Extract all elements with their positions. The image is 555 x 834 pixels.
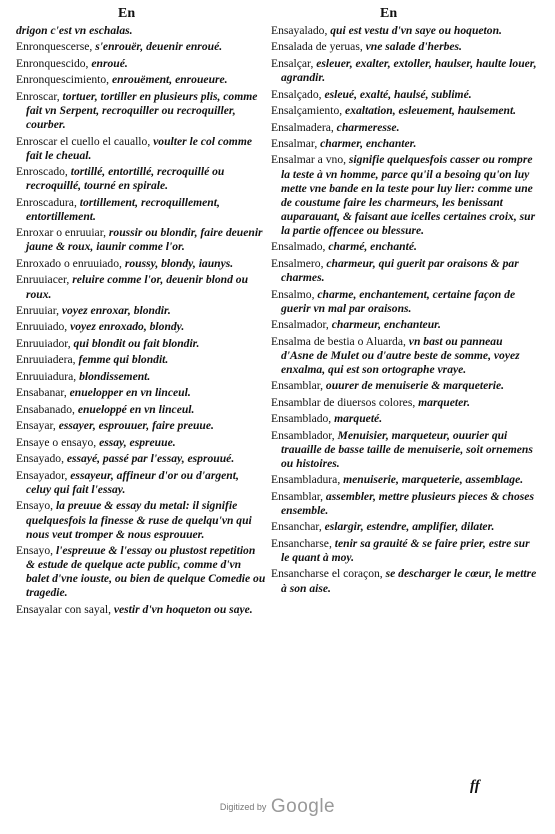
entry-definition: qui blondit ou fait blondir. [73,336,200,350]
dictionary-entry [271,412,537,426]
entry-definition: Menuisier, marqueteur, ouurier qui trauaille de basse taille de menuiserie, soit ornemens ou histoires. [281,428,533,470]
entry-definition: vne salade d'herbes. [365,40,462,54]
entry-definition: marqueté. [334,412,383,426]
entry-definition: marqueter. [418,395,470,409]
dictionary-entry [16,499,266,541]
entry-headword: Enroscar el cuello el cauallo, [16,134,154,148]
entry-definition: enueloppé en vn linceul. [77,402,195,416]
entry-headword: Ensalmero, [271,256,327,270]
entry-definition: se descharger le cœur, le mettre à son aise. [281,567,537,595]
entry-headword: Enronquescerse, [16,40,96,54]
entry-headword: Ensancharse, [271,536,335,550]
dictionary-entry [16,257,266,271]
entry-definition: drigon c'est vn eschalas. [16,24,133,37]
dictionary-entry [16,226,266,254]
dictionary-entry [271,104,537,118]
entry-definition: charmeur, enchanteur. [331,318,441,332]
dictionary-entry [16,24,266,38]
dictionary-entry [271,520,537,534]
dictionary-entry [271,335,537,377]
entry-definition: menuiserie, marqueterie, assemblage. [343,473,524,487]
entry-definition: blondissement. [79,369,151,383]
entry-headword: Ensayalado, [271,24,331,37]
dictionary-entry [16,419,266,433]
entry-headword: Ensalmo, [271,287,318,301]
entry-definition: charmer, enchanter. [320,137,417,150]
entry-definition: essayeur, affineur d'or ou d'argent, celuy qui fait l'essay. [26,468,239,496]
dictionary-entry [16,73,266,87]
digitized-label: Digitized by [219,802,267,812]
entry-headword: Enroxar o enruuiar, [16,226,109,240]
entry-headword: Enruuiadera, [16,353,79,367]
entry-definition: essayer, esprouuer, faire preuue. [58,419,214,433]
dictionary-entry [271,379,537,393]
dictionary-entry [271,490,537,518]
digitized-footer [0,796,555,818]
entry-definition: ouurer de menuiserie & marqueterie. [325,379,505,393]
dictionary-entry [16,304,266,318]
dictionary-entry [16,196,266,224]
right-column [271,24,537,598]
dictionary-entry [16,370,266,384]
entry-headword: Ensalçamiento, [271,104,346,118]
dictionary-entry [271,57,537,85]
entry-headword: Ensalmar, [271,137,321,150]
dictionary-entry [271,567,537,595]
entry-headword: Ensayo, [16,499,56,513]
dictionary-entry [271,537,537,565]
entry-definition: voulter le col comme fait le cheual. [26,134,252,162]
entry-headword: Ensalçado, [271,87,325,101]
entry-headword: Enroscar, [16,89,63,103]
entry-definition: enroué. [91,56,128,70]
entry-definition: esleué, exalté, haulsé, sublimé. [324,87,472,101]
entry-headword: Ensamblar de diuersos colores, [271,395,419,409]
dictionary-entry [271,121,537,135]
dictionary-entry [271,473,537,487]
entry-definition: enuelopper en vn linceul. [69,386,191,400]
entry-headword: Ensayar, [16,419,59,433]
dictionary-entry [271,318,537,332]
entry-headword: Ensamblar, [271,489,326,503]
google-logo: Google [270,796,336,817]
dictionary-entry [16,544,266,600]
entry-definition: charmeresse. [336,120,400,134]
left-column [16,24,266,619]
entry-headword: Enruuiadura, [16,369,80,383]
entry-headword: Enruuiacer, [16,273,73,287]
entry-definition: voyez enroxar, blondir. [61,303,171,317]
entry-definition: esleuer, exalter, extoller, haulser, haulte louer, agrandir. [281,56,537,85]
entry-definition: charmé, enchanté. [328,240,417,254]
dictionary-entry [271,40,537,54]
dictionary-entry [16,165,266,193]
dictionary-entry [16,337,266,351]
dictionary-entry [271,240,537,254]
entry-headword: Ensalma de bestia o Aluarda, [271,334,409,348]
dictionary-entry [271,24,537,38]
entry-definition: vestir d'vn hoqueton ou saye. [113,602,253,616]
entry-definition: roussy, blondy, iaunys. [124,256,234,270]
running-header-left: En [118,6,136,21]
entry-headword: Enroxado o enruuiado, [16,256,125,270]
entry-definition: femme qui blondit. [78,353,169,367]
dictionary-entry [16,386,266,400]
entry-definition: s'enrouër, deuenir enroué. [95,40,223,54]
entry-headword: Enroscadura, [16,195,80,209]
entry-definition: l'espreuue & l'essay ou plustost repetition & estude de quelque acte public, comme d'vn balet d'vne iouste, ou bien de quelque Comedie ou tragedie. [26,544,266,600]
entry-definition: roussir ou blondir, faire deuenir jaune & roux, iaunir comme l'or. [26,226,263,254]
entry-headword: Enronquescimiento, [16,73,112,87]
entry-headword: Enruuiar, [16,303,62,317]
dictionary-entry [16,273,266,301]
entry-headword: Enronquescido, [16,56,92,70]
entry-definition: charmeur, qui guerit par oraisons & par charmes. [281,256,519,285]
dictionary-entry [16,436,266,450]
dictionary-entry [16,452,266,466]
dictionary-entry [271,137,537,151]
entry-definition: charme, enchantement, certaine façon de guerir vn mal par oraisons. [281,287,516,315]
entry-definition: enrouëment, enroueure. [111,73,228,87]
entry-headword: Ensalmar a vno, [271,153,349,167]
entry-headword: Ensabanar, [16,386,70,400]
dictionary-entry [16,603,266,617]
dictionary-entry [271,88,537,102]
entry-headword: Ensamblar, [271,379,326,393]
entry-headword: Ensamblador, [271,428,338,442]
entry-headword: Ensabanado, [16,402,78,416]
entry-definition: eslargir, estendre, amplifier, dilater. [324,520,495,534]
entry-definition: qui est vestu d'vn saye ou hoqueton. [330,24,502,37]
entry-definition: tortuer, tortiller en plusieurs plis, comme fait vn Serpent, recroquiller ou recroquiller, courber. [26,89,258,132]
entry-headword: Ensambladura, [271,473,344,487]
dictionary-entry [271,257,537,285]
dictionary-entry [16,320,266,334]
entry-headword: Enroscado, [16,165,71,179]
entry-headword: Ensayo, [16,544,56,558]
entry-headword: Ensayalar con sayal, [16,602,114,616]
entry-headword: Enruuiado, [16,320,71,334]
entry-definition: la preuue & essay du metal: il signifie quelquesfois la finesse & ruse de quelqu'vn qui nous veut tromper & nous esprouuer. [26,499,252,541]
entry-headword: Ensalmado, [271,240,329,254]
entry-headword: Ensayado, [16,452,67,466]
dictionary-entry [16,57,266,71]
entry-definition: tortillé, entortillé, recroquillé ou recroquillé, tourné en spirale. [26,165,225,193]
entry-definition: signifie quelquesfois casser ou rompre la teste à vn homme, parce qu'il a besoing qu'on luy mette vne bande en la teste pour luy lier: comme une de coustume faire les charmeurs, les benissant auparauant, & faisant aue icelles certaines croix, sur la partie offencee ou blessure. [281,153,536,237]
dictionary-entry [16,40,266,54]
dictionary-entry [16,469,266,497]
dictionary-entry [16,403,266,417]
dictionary-entry [271,396,537,410]
entry-headword: Enruuiador, [16,336,74,350]
entry-headword: Ensalmador, [271,318,332,332]
entry-headword: Ensayador, [16,468,71,482]
dictionary-entry [271,429,537,471]
dictionary-entry [16,90,266,132]
entry-headword: Ensamblado, [271,412,335,426]
running-header-right: En [380,6,398,21]
dictionary-entry [16,135,266,163]
dictionary-entry [16,353,266,367]
entry-definition: assembler, mettre plusieurs pieces & choses ensemble. [281,489,534,517]
entry-definition: reluire comme l'or, deuenir blond ou roux. [26,273,249,301]
entry-definition: tortillement, recroquillement, entortillement. [26,195,220,223]
catchword: ff [470,778,480,794]
entry-headword: Ensancharse el coraçon, [271,567,386,581]
entry-headword: Ensalada de yeruas, [271,40,366,54]
entry-headword: Ensanchar, [271,520,325,534]
dictionary-entry [271,153,537,238]
entry-headword: Ensalçar, [271,56,317,70]
entry-definition: tenir sa grauité & se faire prier, estre sur le quant à moy. [281,536,530,564]
dictionary-entry [271,288,537,316]
entry-definition: voyez enroxado, blondy. [70,320,185,334]
entry-headword: Ensaye o ensayo, [16,435,100,449]
entry-definition: vn bast ou panneau d'Asne de Mulet ou d'autre beste de somme, voyez enxalma, qui est son ortographe vraye. [281,334,520,376]
entry-headword: Ensalmadera, [271,120,337,134]
entry-definition: essayé, passé par l'essay, esprouué. [66,452,235,466]
entry-definition: exaltation, esleuement, haulsement. [345,104,517,118]
entry-definition: essay, espreuue. [99,435,176,449]
